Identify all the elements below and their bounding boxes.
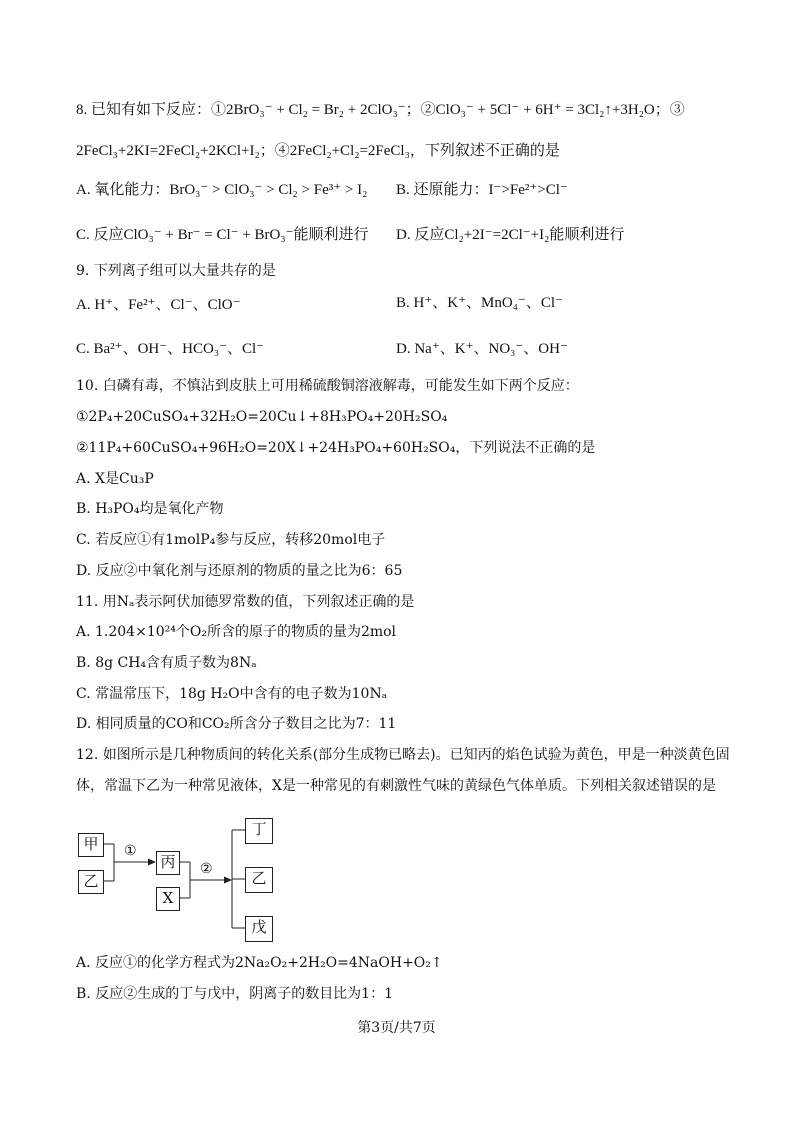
q11-option-c: C. 常温常压下，18g H₂O中含有的电子数为10Nₐ — [76, 686, 388, 702]
q10-option-a: A. X是Cu₃P — [76, 471, 154, 487]
node-jia: 甲 — [78, 833, 104, 857]
q10-option-b: B. H₃PO₄均是氧化产物 — [76, 501, 224, 517]
q9-option-c: C. Ba²⁺、OH⁻、HCO₃⁻、Cl⁻ — [76, 341, 265, 357]
node-wu: 戊 — [245, 916, 273, 942]
q10-stem: 10. 白磷有毒，不慎沾到皮肤上可用稀硫酸铜溶液解毒，可能发生如下两个反应： — [76, 378, 579, 394]
q8-option-a: A. 氧化能力：BrO₃⁻ > ClO₃⁻ > Cl₂ > Fe³⁺ > I₂ — [76, 182, 368, 198]
q12-stem-continued: 体，常温下乙为一种常见液体，X是一种常见的有刺激性气味的黄绿色气体单质。下列相关叙述错误的是 — [76, 778, 716, 794]
q9-option-a: A. H⁺、Fe²⁺、Cl⁻、ClO⁻ — [76, 297, 241, 313]
node-yi: 乙 — [78, 870, 104, 894]
q8-option-c: C. 反应ClO₃⁻ + Br⁻ = Cl⁻ + BrO₃⁻能顺利进行 — [76, 227, 369, 243]
q8-stem-continued: 2FeCl₃+2KI=2FeCl₂+2KCl+I₂；④2FeCl₂+Cl₂=2FeCl₃，下列叙述不正确的是 — [76, 143, 560, 159]
q9-option-b: B. H⁺、K⁺、MnO₄⁻、Cl⁻ — [396, 295, 563, 311]
q8-stem: 8. 已知有如下反应：①2BrO₃⁻ + Cl₂ = Br₂ + 2ClO₃⁻；②ClO₃⁻ + 5Cl⁻ + 6H⁺ = 3Cl₂↑+3H₂O；③ — [76, 102, 685, 118]
node-x: X — [156, 887, 180, 911]
page-number: 第3页/共7页 — [357, 1020, 436, 1036]
q10-reaction-1: ①2P₄+20CuSO₄+32H₂O=20Cu↓+8H₃PO₄+20H₂SO₄ — [76, 409, 448, 425]
q11-option-a: A. 1.204×10²⁴个O₂所含的原子的物质的量为2mol — [76, 624, 397, 640]
q9-option-d: D. Na⁺、K⁺、NO₃⁻、OH⁻ — [396, 341, 568, 357]
node-yi-product: 乙 — [245, 867, 273, 893]
q11-option-d: D. 相同质量的CO和CO₂所含分子数目之比为7：11 — [76, 716, 397, 732]
q9-stem: 9. 下列离子组可以大量共存的是 — [76, 263, 276, 279]
q12-stem: 12. 如图所示是几种物质间的转化关系(部分生成物已略去)。已知丙的焰色试验为黄色，甲是一种淡黄色固 — [76, 747, 730, 763]
step-2-label: ② — [200, 861, 213, 877]
node-bing: 丙 — [156, 851, 180, 875]
q10-reaction-2: ②11P₄+60CuSO₄+96H₂O=20X↓+24H₃PO₄+60H₂SO₄，下列说法不正确的是 — [76, 440, 596, 456]
q8-option-b: B. 还原能力：I⁻>Fe²⁺>Cl⁻ — [396, 182, 568, 198]
node-ding: 丁 — [245, 818, 273, 844]
q11-stem: 11. 用Nₐ表示阿伏加德罗常数的值，下列叙述正确的是 — [76, 594, 415, 610]
q12-option-a: A. 反应①的化学方程式为2Na₂O₂+2H₂O=4NaOH+O₂↑ — [76, 955, 443, 971]
q12-option-b: B. 反应②生成的丁与戊中，阴离子的数目比为1：1 — [76, 986, 394, 1002]
q10-option-d: D. 反应②中氧化剂与还原剂的物质的量之比为6：65 — [76, 563, 403, 579]
step-1-label: ① — [124, 843, 137, 859]
q10-option-c: C. 若反应①有1molP₄参与反应，转移20mol电子 — [76, 532, 386, 548]
q8-option-d: D. 反应Cl₂+2I⁻=2Cl⁻+I₂能顺利进行 — [396, 227, 625, 243]
q11-option-b: B. 8g CH₄含有质子数为8Nₐ — [76, 655, 257, 671]
